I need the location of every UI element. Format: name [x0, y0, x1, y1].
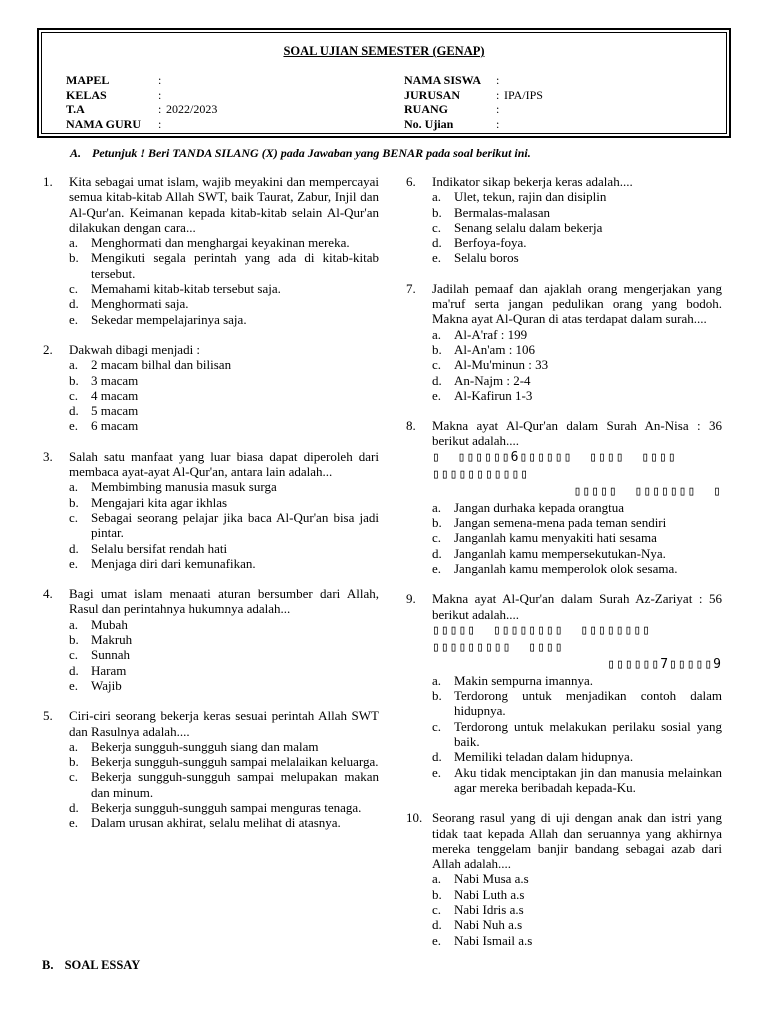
option-letter: a.	[69, 738, 79, 754]
option-letter: a.	[432, 499, 442, 515]
answer-option	[69, 739, 379, 754]
option-text: Jangan semena-mena pada teman sendiri	[454, 515, 667, 531]
option-text: Janganlah kamu mempersekutukan-Nya.	[454, 545, 666, 561]
answer-option	[69, 373, 379, 388]
question-stem	[406, 591, 722, 622]
section-title: SOAL ESSAY	[64, 958, 141, 972]
option-text: Makin sempurna imannya.	[454, 672, 593, 688]
field-value: IPA/IPS	[504, 87, 543, 102]
option-text: Janganlah kamu memperolok olok sesama.	[454, 560, 678, 576]
answer-option	[432, 765, 722, 796]
option-text: Sunnah	[91, 647, 130, 663]
question-text: Salah satu manfaat yang luar biasa dapat diperoleh dari membaca ayat-ayat Al-Qur'an, antara lain adalah...	[69, 448, 379, 480]
option-text: Aku tidak menciptakan jin dan manusia melainkan agar mereka beribadah kepada-Ku.	[454, 764, 722, 795]
option-letter: e.	[69, 815, 79, 831]
question-item	[406, 174, 722, 266]
answer-option	[432, 500, 722, 515]
question-stem	[406, 810, 722, 871]
option-letter: a.	[69, 616, 79, 632]
answer-option	[69, 769, 379, 800]
option-text: Sekedar mempelajarinya saja.	[91, 311, 247, 327]
section-b-heading	[42, 958, 140, 973]
question-item	[406, 418, 722, 576]
option-text: Ulet, tekun, rajin dan disiplin	[454, 189, 607, 205]
answer-option	[432, 373, 722, 388]
option-letter: b.	[69, 250, 79, 266]
answer-option	[69, 403, 379, 418]
option-text: Terdorong untuk menjadikan contoh dalam hidupnya.	[454, 688, 722, 719]
instruction-line	[70, 146, 531, 161]
option-text: Bekerja sungguh-sungguh sampai melalaikan keluarga.	[91, 754, 379, 770]
field-mapel: MAPEL :	[66, 73, 162, 87]
option-text: Al-An'am : 106	[454, 341, 536, 357]
field-jurusan: JURUSAN : IPA/IPS	[404, 87, 543, 102]
answer-option	[69, 388, 379, 403]
question-stem	[43, 586, 379, 617]
question-number: 1.	[43, 174, 53, 189]
option-text: Janganlah kamu menyakiti hati sesama	[454, 530, 657, 546]
option-text: Terdorong untuk melakukan perilaku sosial yang baik.	[454, 718, 722, 750]
option-letter: d.	[432, 749, 442, 765]
option-letter: d.	[69, 540, 79, 556]
option-letter: a.	[432, 189, 442, 205]
option-text: Jangan durhaka kepada orangtua	[454, 499, 625, 515]
option-letter: d.	[69, 799, 79, 815]
arabic-verse	[432, 622, 722, 673]
option-letter: b.	[69, 632, 79, 648]
answer-option	[69, 678, 379, 693]
option-letter: e.	[69, 418, 79, 434]
option-text: An-Najm : 2-4	[454, 372, 531, 388]
question-item	[406, 281, 722, 403]
answer-option	[69, 632, 379, 647]
question-stem	[43, 342, 379, 357]
option-text: 2 macam bilhal dan bilisan	[91, 357, 232, 373]
answer-option	[69, 541, 379, 556]
option-letter: e.	[69, 555, 79, 571]
option-letter: c.	[432, 357, 442, 373]
exam-title: SOAL UJIAN SEMESTER (GENAP)	[283, 44, 485, 58]
answer-option	[69, 754, 379, 769]
arabic-verse-line: ▯▯▯▯▯ ▯▯▯▯▯▯▯ ▯	[573, 483, 722, 499]
option-letter: b.	[432, 204, 442, 220]
option-letter: c.	[69, 769, 79, 785]
option-text: Mubah	[91, 616, 128, 632]
answer-option	[432, 902, 722, 917]
question-text: Jadilah pemaaf dan ajaklah orang mengerjakan yang ma'ruf serta jangan pedulikan orang yang bodoh. Makna ayat Al-Quran di atas terdapat dalam surah....	[432, 280, 722, 327]
question-stem	[406, 418, 722, 449]
option-letter: c.	[432, 219, 442, 235]
question-item	[406, 591, 722, 795]
question-text: Bagi umat islam menaati aturan bersumber dari Allah, Rasul dan perintahnya hukumnya adalah...	[69, 586, 379, 617]
question-text: Kita sebagai umat islam, wajib meyakini dan mempercayai semua kitab-kitab Allah SWT, baik Taurat, Zabur, Injil dan Al-Qur'an. Keimanan kepada kitab-kitab selain Al-Qur'an dilakukan dengan cara...	[69, 174, 379, 235]
answer-option	[69, 357, 379, 372]
question-number: 9.	[406, 591, 416, 607]
option-text: 5 macam	[91, 403, 139, 419]
field-label: MAPEL	[66, 73, 110, 87]
option-letter: c.	[69, 281, 79, 297]
field-no-ujian: No. Ujian :	[404, 116, 500, 131]
question-number: 7.	[406, 280, 416, 296]
option-letter: a.	[69, 479, 79, 495]
option-letter: d.	[69, 296, 79, 312]
question-number: 10.	[406, 810, 423, 826]
questions-column-right	[406, 174, 722, 963]
option-text: Nabi Musa a.s	[454, 871, 529, 887]
option-letter: e.	[69, 311, 79, 327]
answer-option	[432, 933, 722, 948]
arabic-verse-line: ▯▯▯▯▯▯7▯▯▯▯▯9	[607, 656, 722, 672]
option-text: Senang selalu dalam bekerja	[454, 219, 603, 235]
answer-option	[432, 189, 722, 204]
option-letter: e.	[432, 764, 442, 780]
field-label: NAMA GURU	[66, 116, 141, 131]
option-text: Menghormati saja.	[91, 296, 189, 312]
answer-option	[432, 719, 722, 750]
option-text: Haram	[91, 662, 127, 678]
answer-option	[69, 479, 379, 494]
answer-option	[69, 250, 379, 281]
option-letter: a.	[432, 871, 442, 887]
arabic-verse-line: ▯ ▯▯▯▯▯▯6▯▯▯▯▯▯ ▯▯▯▯ ▯▯▯▯ ▯▯▯▯▯▯▯▯▯▯▯	[432, 449, 677, 482]
option-text: Berfoya-foya.	[454, 235, 527, 251]
answer-option	[432, 357, 722, 372]
option-letter: e.	[69, 677, 79, 693]
field-label: RUANG	[404, 102, 448, 117]
option-text: Nabi Nuh a.s	[454, 917, 523, 933]
option-text: Nabi Ismail a.s	[454, 932, 533, 948]
question-number: 3.	[43, 448, 53, 464]
question-text: Makna ayat Al-Qur'an dalam Surah Az-Zariyat : 56 berikut adalah....	[432, 591, 722, 622]
option-letter: e.	[432, 250, 442, 266]
option-letter: c.	[69, 509, 79, 525]
question-stem	[406, 174, 722, 189]
question-number: 5.	[43, 708, 53, 724]
answer-option	[432, 673, 722, 688]
option-text: Nabi Idris a.s	[454, 901, 524, 917]
field-label: NAMA SISWA	[404, 73, 482, 87]
question-text: Seorang rasul yang di uji dengan anak dan istri yang tidak taat kepada Allah dan seruannya yang akhirnya mereka tenggelam banjir bandang sebagai azab dari Allah adalah....	[432, 810, 722, 872]
option-letter: e.	[432, 387, 442, 403]
option-letter: c.	[432, 530, 442, 546]
question-text: Ciri-ciri seorang bekerja keras sesuai perintah Allah SWT dan Rasulnya adalah....	[69, 708, 379, 739]
option-text: Mengikuti segala perintah yang ada di kitab-kitab tersebut.	[91, 250, 379, 281]
question-stem	[406, 281, 722, 327]
answer-option	[69, 296, 379, 311]
field-label: No. Ujian	[404, 116, 454, 131]
option-letter: d.	[69, 403, 79, 419]
answer-option	[432, 688, 722, 719]
arabic-verse-line: ▯▯▯▯▯ ▯▯▯▯▯▯▯▯ ▯▯▯▯▯▯▯▯ ▯▯▯▯▯▯▯▯▯ ▯▯▯▯	[432, 622, 652, 655]
field-label: KELAS	[66, 87, 107, 102]
answer-option	[432, 342, 722, 357]
field-label: T.A	[66, 102, 85, 117]
field-label: JURUSAN	[404, 87, 461, 102]
option-letter: b.	[69, 372, 79, 388]
option-text: Bermalas-malasan	[454, 204, 551, 220]
option-text: Makruh	[91, 632, 133, 648]
answer-option	[69, 617, 379, 632]
option-text: Nabi Luth a.s	[454, 886, 525, 902]
answer-option	[69, 281, 379, 296]
option-letter: b.	[69, 494, 79, 510]
option-letter: d.	[432, 545, 442, 561]
option-text: Bekerja sungguh-sungguh sampai menguras tenaga.	[91, 799, 362, 815]
question-stem	[43, 449, 379, 480]
option-letter: b.	[432, 341, 442, 357]
answer-option	[432, 546, 722, 561]
option-letter: d.	[69, 662, 79, 678]
option-letter: b.	[69, 754, 79, 770]
option-text: Wajib	[91, 677, 122, 693]
answer-option	[432, 561, 722, 576]
question-item	[43, 708, 379, 830]
question-item	[43, 342, 379, 434]
answer-option	[432, 871, 722, 886]
answer-option	[69, 647, 379, 662]
question-number: 6.	[406, 174, 416, 189]
answer-option	[69, 510, 379, 541]
answer-option	[432, 327, 722, 342]
option-letter: d.	[432, 917, 442, 933]
instruction-text: Petunjuk ! Beri TANDA SILANG (X) pada Jawaban yang BENAR pada soal berikut ini.	[92, 146, 531, 160]
header-right-fields	[404, 73, 543, 131]
option-letter: c.	[432, 718, 442, 734]
question-text: Dakwah dibagi menjadi :	[69, 341, 201, 357]
option-text: Al-Mu'minun : 33	[454, 357, 549, 373]
option-letter: d.	[432, 235, 442, 251]
option-text: Sebagai seorang pelajar jika baca Al-Qur'an bisa jadi pintar.	[91, 509, 379, 541]
answer-option	[69, 556, 379, 571]
answer-option	[69, 815, 379, 830]
answer-option	[432, 388, 722, 403]
option-text: Selalu bersifat rendah hati	[91, 540, 228, 556]
exam-header-box	[37, 28, 731, 138]
arabic-verse	[432, 449, 722, 500]
answer-option	[69, 800, 379, 815]
option-text: Al-Kafirun 1-3	[454, 387, 533, 403]
question-item	[43, 449, 379, 571]
option-text: Membimbing manusia masuk surga	[91, 479, 277, 495]
section-marker: B.	[42, 958, 54, 972]
question-text: Makna ayat Al-Qur'an dalam Surah An-Nisa : 36 berikut adalah....	[432, 418, 722, 449]
question-stem	[43, 708, 379, 739]
option-letter: a.	[69, 357, 79, 373]
option-text: 3 macam	[91, 372, 139, 388]
option-letter: e.	[432, 932, 442, 948]
option-letter: c.	[69, 387, 79, 403]
option-letter: c.	[69, 647, 79, 663]
answer-option	[432, 205, 722, 220]
option-text: Menghormati dan menghargai keyakinan mereka.	[91, 235, 350, 251]
answer-option	[69, 235, 379, 250]
option-text: Mengajari kita agar ikhlas	[91, 494, 228, 510]
field-value: 2022/2023	[166, 102, 218, 117]
field-nama-siswa: NAMA SISWA :	[404, 73, 500, 87]
question-item	[406, 810, 722, 948]
option-letter: e.	[432, 560, 442, 576]
answer-option	[432, 235, 722, 250]
questions-column-left	[43, 174, 379, 846]
option-text: Memiliki teladan dalam hidupnya.	[454, 749, 634, 765]
question-item	[43, 586, 379, 693]
option-letter: b.	[432, 886, 442, 902]
answer-option	[432, 917, 722, 932]
answer-option	[432, 220, 722, 235]
field-ruang: RUANG :	[404, 102, 500, 117]
answer-option	[432, 749, 722, 764]
header-left-fields	[66, 73, 217, 131]
question-stem	[43, 174, 379, 235]
question-number: 8.	[406, 418, 416, 434]
option-letter: c.	[432, 901, 442, 917]
option-letter: b.	[432, 688, 442, 704]
field-nama-guru: NAMA GURU :	[66, 116, 162, 131]
question-text: Indikator sikap bekerja keras adalah....	[432, 174, 633, 189]
answer-option	[69, 312, 379, 327]
option-letter: d.	[432, 372, 442, 388]
question-number: 4.	[43, 586, 53, 602]
question-item	[43, 174, 379, 327]
option-letter: a.	[69, 235, 79, 251]
option-text: 4 macam	[91, 387, 139, 403]
option-text: Selalu boros	[454, 250, 519, 266]
option-text: Bekerja sungguh-sungguh siang dan malam	[91, 738, 319, 754]
field-tahun-ajaran: T.A : 2022/2023	[66, 102, 218, 117]
answer-option	[432, 250, 722, 265]
option-text: Dalam urusan akhirat, selalu melihat di atasnya.	[91, 815, 341, 831]
option-letter: a.	[432, 326, 442, 342]
option-text: Bekerja sungguh-sungguh sampai melupakan makan dan minum.	[91, 769, 379, 800]
field-kelas: KELAS :	[66, 87, 162, 102]
answer-option	[69, 418, 379, 433]
option-text: Menjaga diri dari kemunafikan.	[91, 555, 256, 571]
answer-option	[69, 495, 379, 510]
option-letter: a.	[432, 672, 442, 688]
answer-option	[432, 887, 722, 902]
answer-option	[432, 515, 722, 530]
option-text: Al-A'raf : 199	[454, 326, 528, 342]
answer-option	[69, 663, 379, 678]
question-number: 2.	[43, 341, 53, 357]
option-letter: b.	[432, 515, 442, 531]
answer-option	[432, 530, 722, 545]
option-text: 6 macam	[91, 418, 139, 434]
section-marker: A.	[70, 146, 82, 160]
option-text: Memahami kitab-kitab tersebut saja.	[91, 281, 281, 297]
